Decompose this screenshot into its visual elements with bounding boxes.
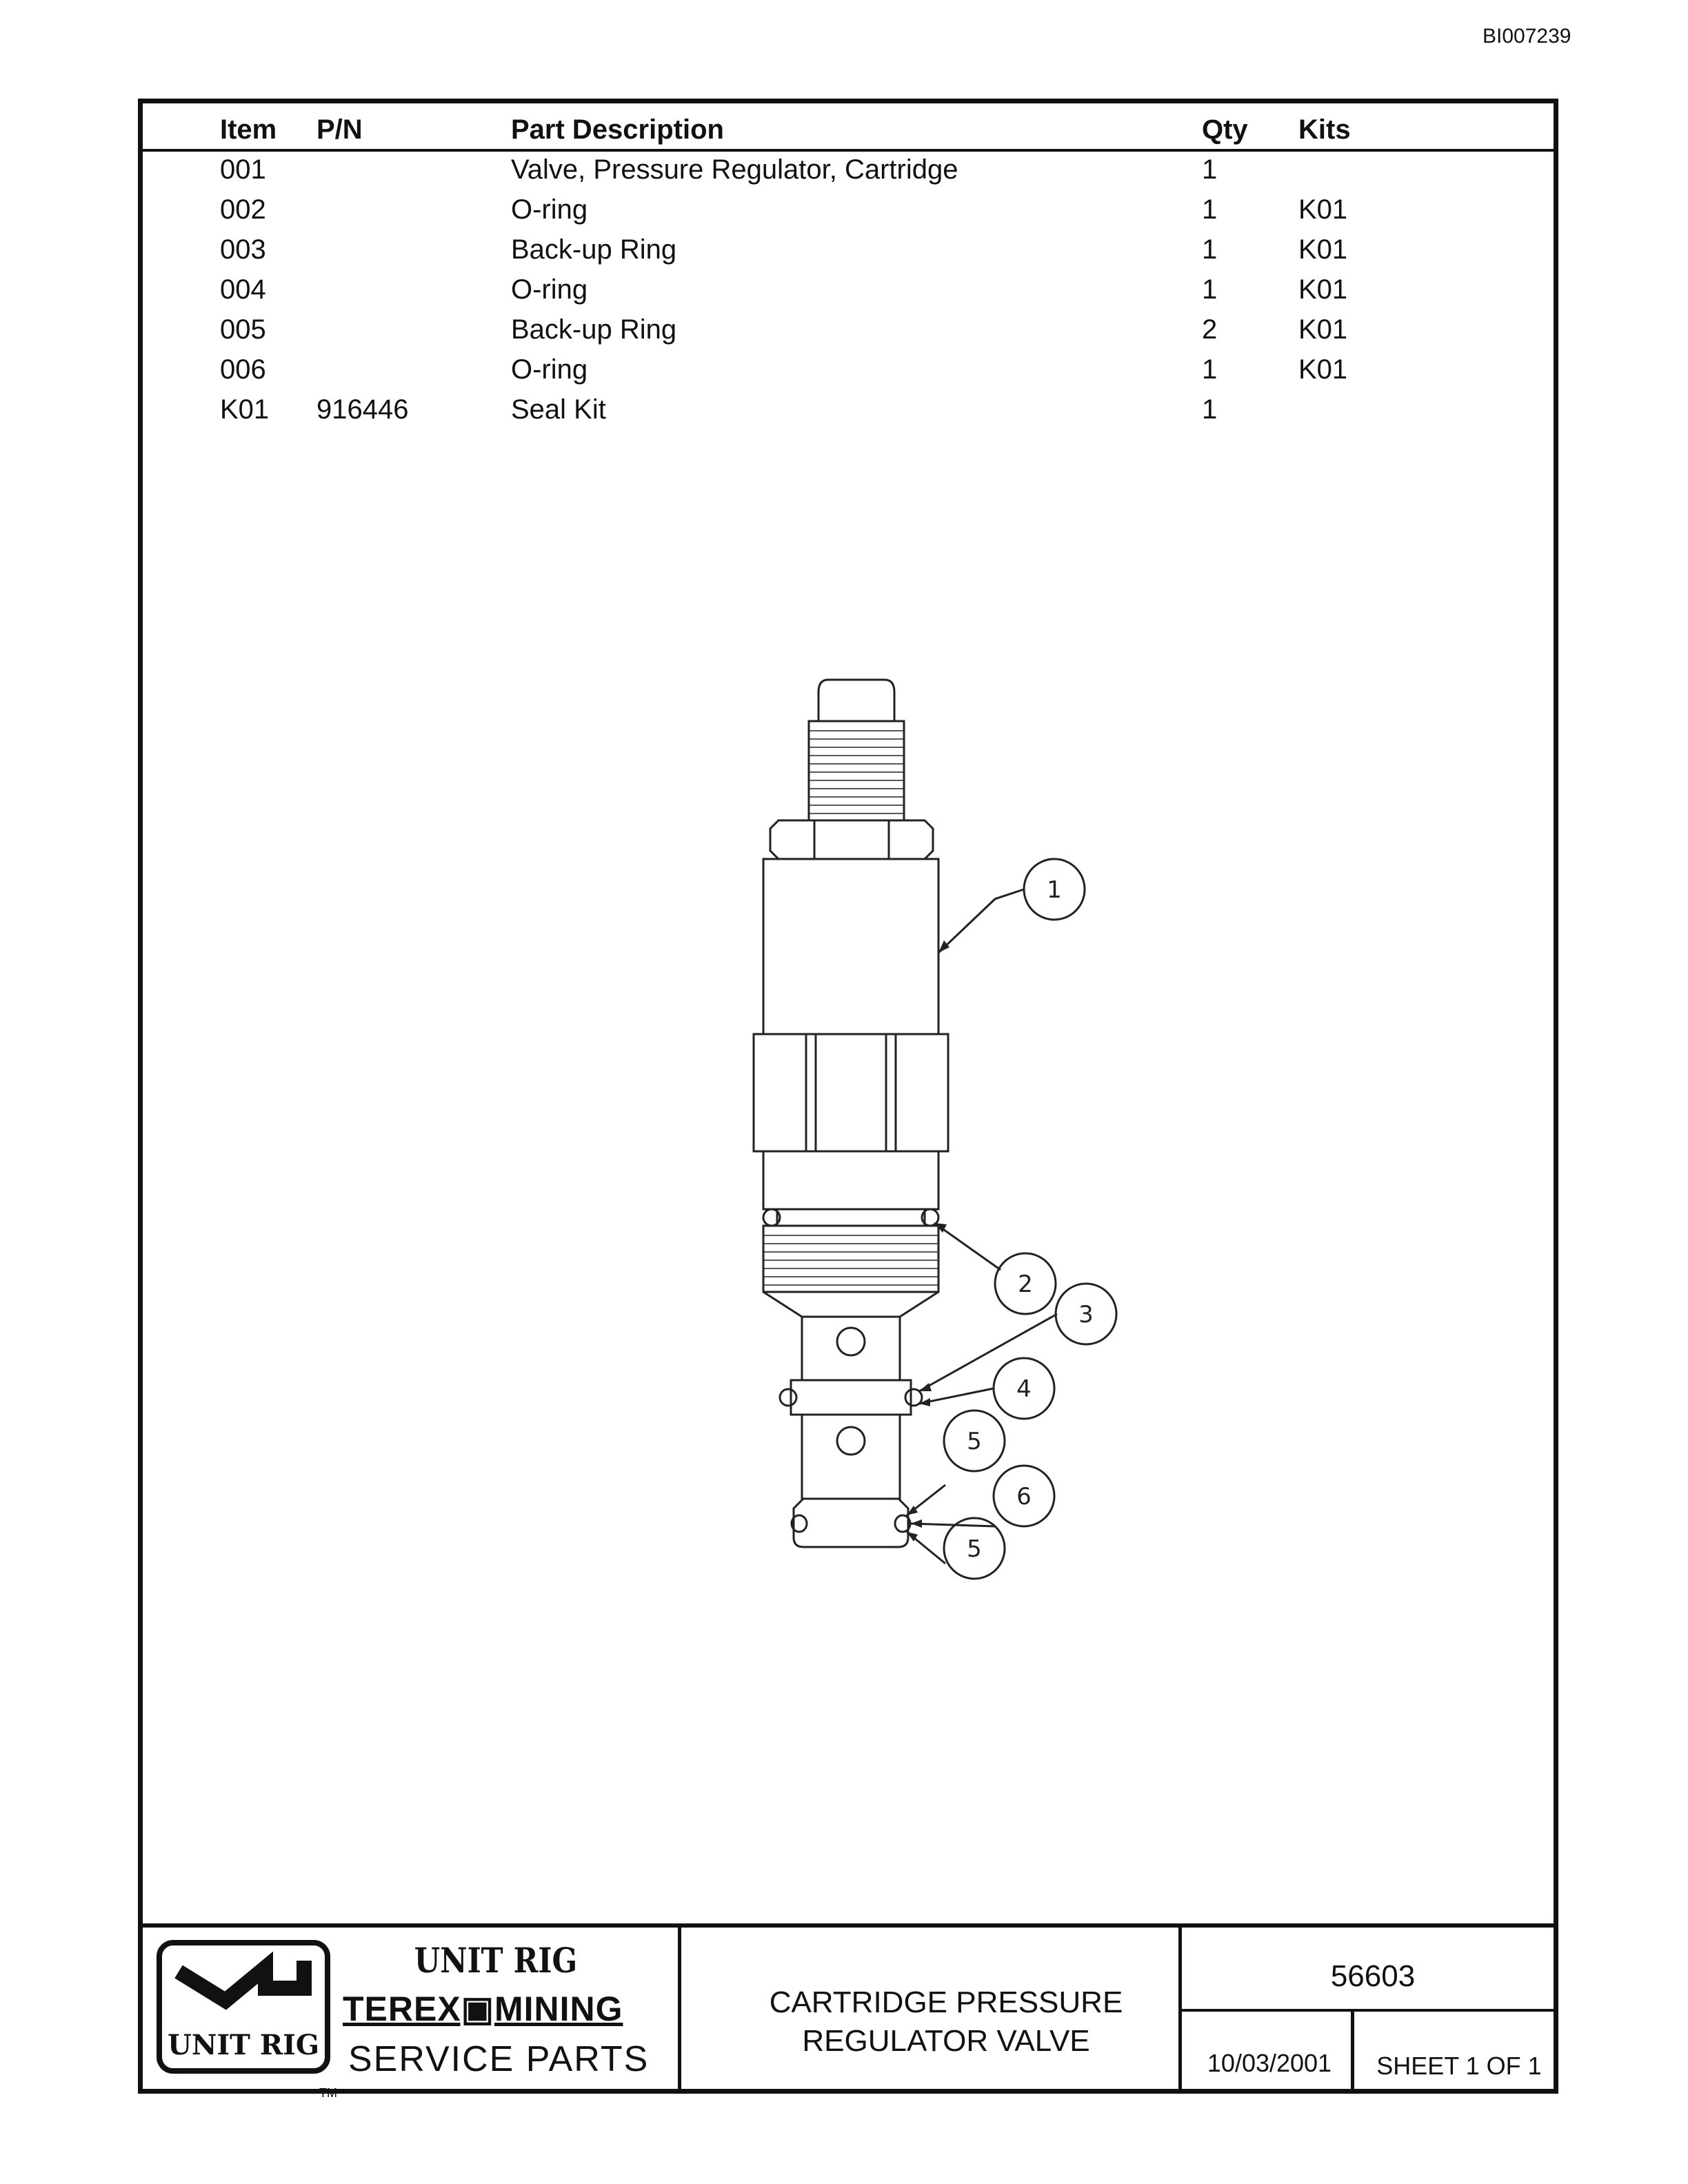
- row-item: 002: [220, 194, 266, 225]
- row-kits: K01: [1298, 354, 1348, 385]
- brand-unit-rig: UNIT RIG: [414, 1940, 578, 1981]
- row-kits: K01: [1298, 234, 1348, 265]
- cartridge-taper: [763, 1292, 938, 1317]
- header-description: Part Description: [511, 114, 724, 145]
- header-qty: Qty: [1202, 114, 1248, 145]
- brand-terex-mining: TEREX▣MINING: [343, 1990, 623, 2028]
- nose-land: [794, 1499, 908, 1547]
- callout-5: 5: [967, 1428, 982, 1455]
- row-item: 003: [220, 234, 266, 265]
- middle-land: [791, 1380, 911, 1415]
- lower-body: [763, 1151, 938, 1209]
- logo-text: UNIT RIG: [168, 2029, 319, 2061]
- drawing-frame: [138, 99, 1558, 2100]
- row-qty: 1: [1202, 394, 1218, 425]
- header-pn: P/N: [316, 114, 363, 145]
- leader-1: [938, 889, 1024, 953]
- o-ring-4: [780, 1389, 796, 1406]
- lower-port: [837, 1427, 865, 1455]
- stem-cap: [818, 680, 894, 721]
- document-id: BI007239: [1483, 25, 1571, 48]
- row-qty: 1: [1202, 234, 1218, 265]
- drawing-date: 10/03/2001: [1207, 2049, 1332, 2077]
- arrow-head-1: [938, 940, 950, 953]
- upper-port: [837, 1328, 865, 1355]
- row-kits: K01: [1298, 274, 1348, 305]
- title-block-rule: [143, 1923, 1554, 1928]
- header-kits: Kits: [1298, 114, 1351, 145]
- sheet-number: SHEET 1 OF 1: [1376, 2052, 1542, 2080]
- row-description: O-ring: [511, 274, 588, 305]
- title-block-rule: [1178, 2009, 1554, 2012]
- row-description: Seal Kit: [511, 394, 606, 425]
- brand-service-parts: SERVICE PARTS: [348, 2039, 650, 2079]
- row-item: 005: [220, 314, 266, 345]
- drawing-number: 56603: [1330, 1959, 1416, 1993]
- row-pn: 916446: [316, 394, 409, 425]
- jam-nut: [770, 820, 933, 859]
- leader-2: [934, 1223, 1001, 1270]
- header-item: Item: [220, 114, 277, 145]
- trademark: TM: [319, 2086, 337, 2100]
- row-description: Back-up Ring: [511, 234, 677, 265]
- row-qty: 1: [1202, 154, 1218, 185]
- drawing-title: [684, 1983, 1208, 2061]
- callout-4: 4: [1016, 1375, 1032, 1403]
- o-ring-groove: [777, 1209, 925, 1226]
- title-block-divider: [678, 1923, 681, 2089]
- valve-drawing: [143, 103, 1554, 1923]
- row-qty: 1: [1202, 354, 1218, 385]
- thread-lines: [809, 731, 904, 813]
- row-qty: 2: [1202, 314, 1218, 345]
- unit-rig-logo: [157, 1940, 330, 2074]
- row-qty: 1: [1202, 194, 1218, 225]
- logo-mark-icon: [162, 1951, 325, 2027]
- callout-5-lower: 5: [967, 1535, 982, 1563]
- row-item: K01: [220, 394, 270, 425]
- title-line-2: REGULATOR VALVE: [802, 2024, 1090, 2058]
- row-item: 001: [220, 154, 266, 185]
- hex-body: [754, 1034, 948, 1151]
- row-kits: K01: [1298, 194, 1348, 225]
- title-line-1: CARTRIDGE PRESSURE: [769, 1985, 1123, 2019]
- upper-body: [763, 859, 938, 1034]
- row-description: Back-up Ring: [511, 314, 677, 345]
- callout-2: 2: [1018, 1271, 1033, 1298]
- row-kits: K01: [1298, 314, 1348, 345]
- callout-1: 1: [1047, 876, 1062, 904]
- upper-spool: [802, 1317, 900, 1380]
- row-item: 004: [220, 274, 266, 305]
- row-description: Valve, Pressure Regulator, Cartridge: [511, 154, 958, 185]
- callout-6: 6: [1016, 1483, 1032, 1510]
- callout-3: 3: [1078, 1301, 1094, 1328]
- row-qty: 1: [1202, 274, 1218, 305]
- leader-3: [919, 1314, 1057, 1391]
- row-description: O-ring: [511, 354, 588, 385]
- arrow-head-6: [911, 1519, 922, 1528]
- row-description: O-ring: [511, 194, 588, 225]
- row-item: 006: [220, 354, 266, 385]
